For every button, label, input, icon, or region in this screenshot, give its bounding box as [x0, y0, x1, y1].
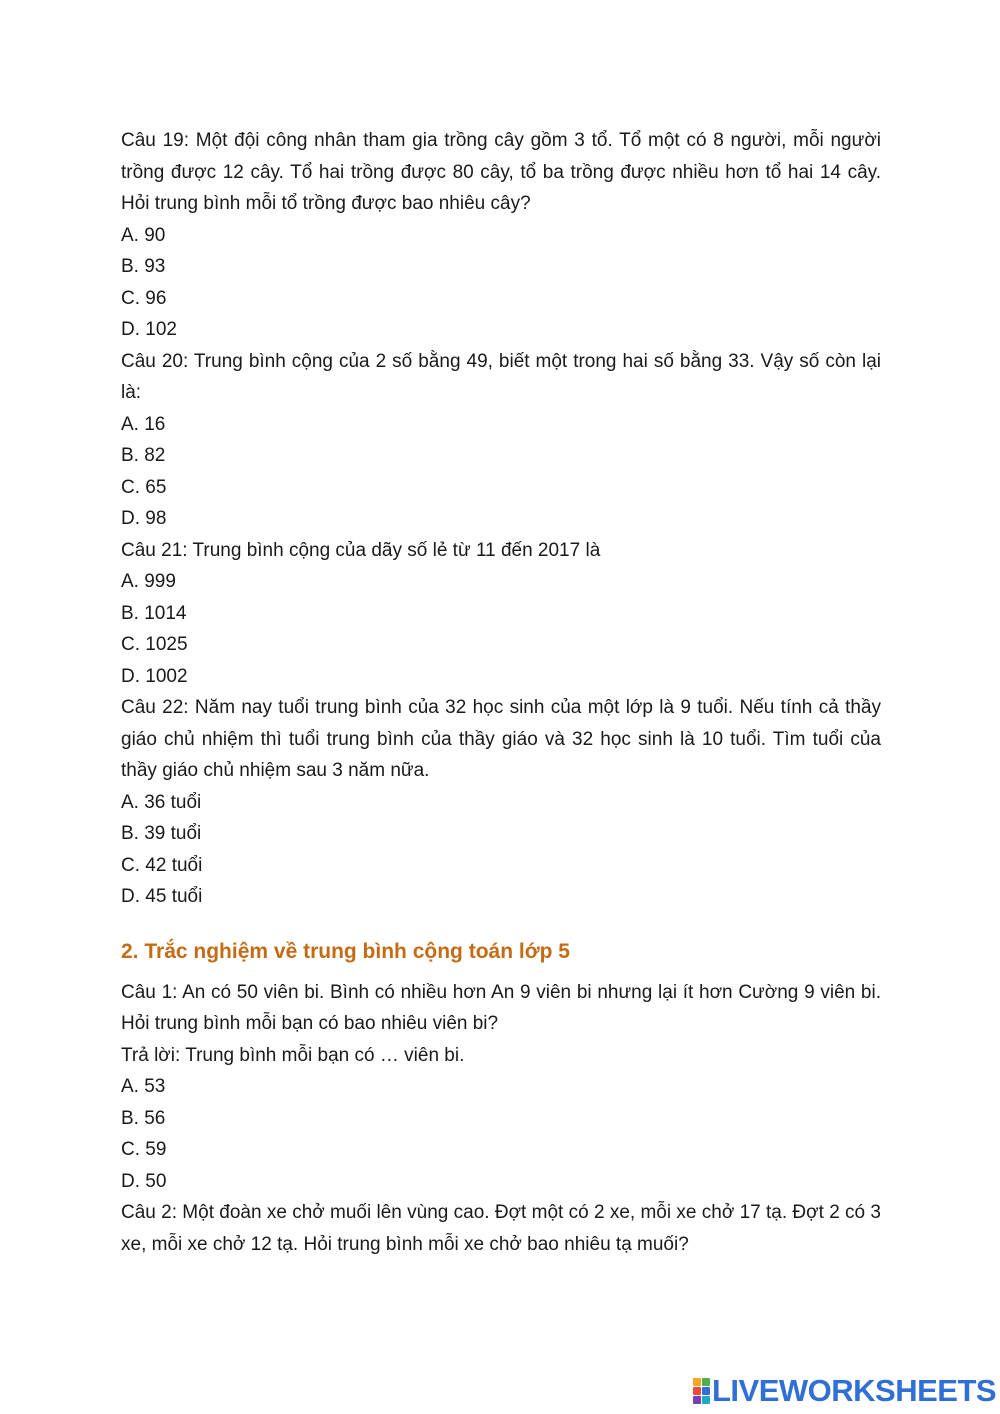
question-20 [121, 346, 881, 535]
question-text: Câu 2: Một đoàn xe chở muối lên vùng cao. Đợt một có 2 xe, mỗi xe chở 17 tạ. Đợt 2 có 3 xe, mỗi xe chở 12 tạ. Hỏi trung bình mỗi xe chở bao nhiêu tạ muối? [121, 1202, 881, 1255]
option-b: B. 39 tuổi [121, 823, 202, 844]
option-c: C. 59 [121, 1139, 167, 1160]
question-text: Câu 22: Năm nay tuổi trung bình của 32 học sinh của một lớp là 9 tuổi. Nếu tính cả thầy giáo chủ nhiệm thì tuổi trung bình của thầy giáo và 32 học sinh là 10 tuổi. Tìm tuổi của thầy giáo chủ nhiệm sau 3 năm nữa. [121, 697, 881, 781]
logo-block [693, 1378, 701, 1386]
option-b: B. 56 [121, 1107, 166, 1129]
liveworksheets-logo [693, 1373, 997, 1408]
option-a: A. 999 [121, 571, 176, 592]
option-c: C. 1025 [121, 634, 188, 655]
logo-block [702, 1387, 710, 1395]
option-d: D. 50 [121, 1170, 167, 1192]
option-d: D. 98 [121, 508, 167, 529]
question-text: Câu 19: Một đội công nhân tham gia trồng cây gồm 3 tổ. Tổ một có 8 người, mỗi người trồng được 12 cây. Tổ hai trồng được 80 cây, tổ ba trồng được nhiều hơn tổ hai 14 cây. Hỏi trung bình mỗi tổ trồng được bao nhiêu cây? [121, 130, 881, 214]
question-22 [121, 692, 881, 913]
question-text: Câu 20: Trung bình cộng của 2 số bằng 49, biết một trong hai số bằng 33. Vậy số còn lại là: [121, 350, 881, 403]
option-a: A. 90 [121, 224, 166, 246]
logo-blocks-icon [693, 1378, 710, 1404]
option-b: B. 1014 [121, 602, 187, 624]
option-a: A. 53 [121, 1076, 166, 1097]
logo-block [702, 1378, 710, 1386]
option-d: D. 45 tuổi [121, 886, 203, 907]
logo-block [702, 1396, 710, 1404]
question-text: Câu 21: Trung bình cộng của dãy số lẻ từ 11 đến 2017 là [121, 539, 601, 561]
question-19 [121, 125, 881, 346]
option-c: C. 96 [121, 287, 167, 309]
option-d: D. 1002 [121, 665, 188, 687]
option-b: B. 82 [121, 445, 166, 466]
option-b: B. 93 [121, 256, 166, 277]
answer-line: Trả lời: Trung bình mỗi bạn có … viên bi. [121, 1044, 465, 1066]
option-d: D. 102 [121, 319, 177, 340]
logo-block [693, 1387, 701, 1395]
question-text: Câu 1: An có 50 viên bi. Bình có nhiều hơn An 9 viên bi nhưng lại ít hơn Cường 9 viên bi. Hỏi trung bình mỗi bạn có bao nhiêu viên bi? [121, 981, 881, 1034]
question-1 [121, 977, 881, 1198]
section-heading: 2. Trắc nghiệm về trung bình cộng toán lớp 5 [121, 939, 570, 963]
option-c: C. 42 tuổi [121, 854, 203, 876]
question-21 [121, 535, 881, 693]
logo-block [693, 1396, 701, 1404]
logo-text: LIVEWORKSHEETS [712, 1373, 997, 1408]
option-c: C. 65 [121, 476, 167, 498]
worksheet-page [121, 125, 881, 1260]
option-a: A. 16 [121, 413, 166, 435]
option-a: A. 36 tuổi [121, 791, 202, 813]
question-2 [121, 1197, 881, 1260]
